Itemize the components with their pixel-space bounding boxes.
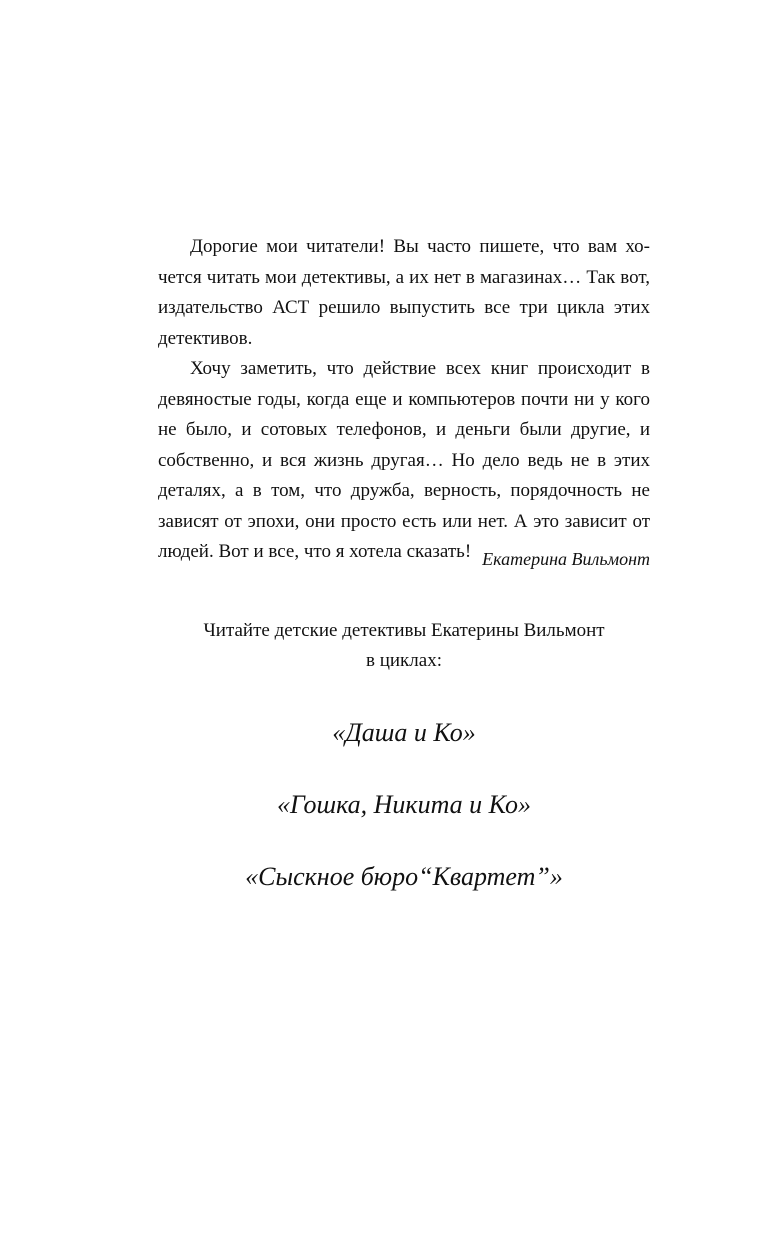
series-heading-line-2: в циклах: — [366, 650, 442, 671]
series-item-kvartet: «Сыскное бюро“Квартет”» — [245, 862, 563, 891]
series-item-goshka: «Гошка, Никита и Ко» — [277, 790, 531, 819]
letter-paragraph-2: Хочу заметить, что действие всех книг происходит в девяностые годы, когда еще и компьютеров почти ни у кого не было, и сотовых телефонов, и деньги были другие, и собственно, и вся жизнь другая… Но дело ведь не в этих деталях, а в том, что дружба, верность, порядочность не зависят от эпохи, они просто есть или нет. А это зависит от людей. Вот и все, что я хотела сказать! — [158, 358, 650, 562]
series-heading — [100, 616, 708, 676]
series-item-dasha: «Даша и Ко» — [332, 718, 476, 747]
series-heading-line-1: Читайте детские детективы Екатерины Вильмонт — [203, 620, 605, 641]
author-signature: Екатерина Вильмонт — [482, 549, 650, 569]
letter-paragraph-1: Дорогие мои читатели! Вы часто пишете, что вам хочется читать мои детективы, а их нет в магазинах… Так вот, издательство АСТ решило выпустить все три цикла этих детективов. — [158, 236, 650, 349]
author-letter — [158, 232, 650, 568]
